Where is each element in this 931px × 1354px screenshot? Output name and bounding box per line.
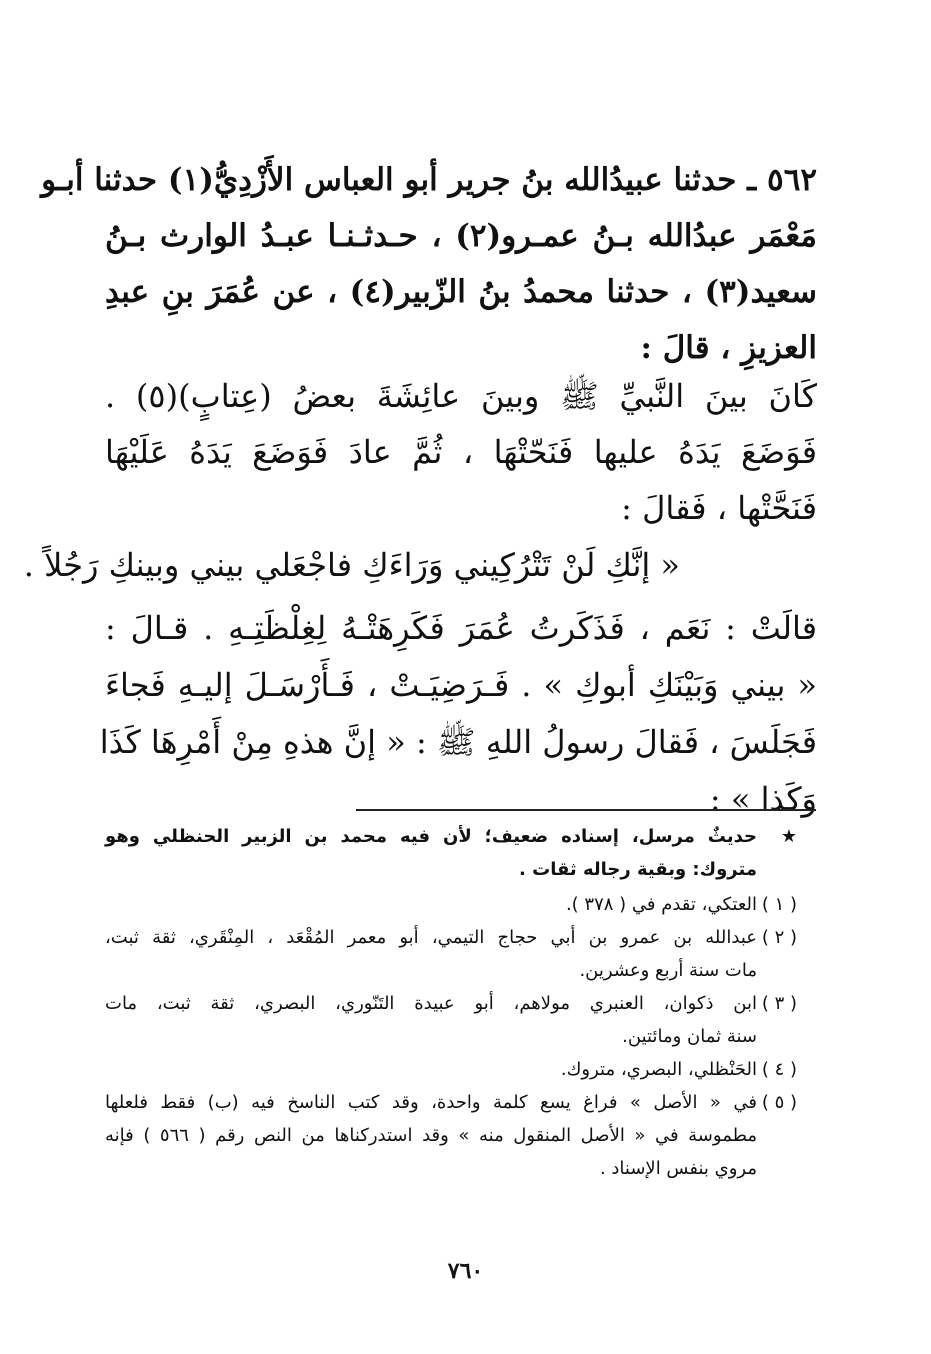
- text-line: فَوَضَعَ يَدَهُ عليها فَنَحّتْهَا ، ثُمَّ عادَ فَوَضَعَ يَدَهُ عَلَيْهَا: [105, 433, 817, 471]
- hadith-text-paragraph: [105, 368, 817, 536]
- footnote-line: العتكي، تقدم في ( ٣٧٨ ).: [565, 894, 757, 915]
- footnote-line: مروي بنفس الإسناد .: [599, 1158, 757, 1179]
- text-line: كَانَ بينَ النَّبيِّ ﷺ وبينَ عائِشَةَ بعضُ (عِتابٍ)(٥) .: [105, 377, 818, 415]
- text-line: العزيزِ ، قالَ :: [640, 330, 817, 366]
- page-number: ٧٦٠: [447, 1258, 484, 1284]
- text-line: سعيد(٣) ، حدثنا محمدُ بنُ الزّبير(٤) ، عن عُمَرَ بنِ عبدِ: [105, 274, 818, 310]
- footnote-number: ( ٤ ): [761, 1059, 797, 1080]
- footnote-line: الحَنْظلي، البصري، متروك.: [560, 1059, 757, 1080]
- footnote-divider: [356, 809, 816, 811]
- footnote-1: [105, 888, 795, 921]
- text-line: وَكَذا » :: [709, 780, 817, 818]
- footnote-4: [105, 1053, 795, 1086]
- footnote-grading: [105, 820, 795, 886]
- hadith-chain-of-narration: [41, 152, 818, 376]
- hadith-text-paragraph: [99, 600, 817, 828]
- text-line: فَنَحَّتْها ، فَقالَ :: [621, 489, 817, 527]
- footnote-number: ( ١ ): [761, 894, 797, 915]
- hadith-quote: « إنَّكِ لَنْ تَتْرُكِيني وَرَاءَكِ فاجْعَلي بيني وبينكِ رَجُلاً .: [23, 546, 680, 584]
- footnote-number: ( ٢ ): [761, 927, 797, 948]
- star-icon: ★: [780, 826, 797, 847]
- footnote-line: متروك: وبقية رجاله ثقات .: [519, 859, 757, 880]
- text-line: مَعْمَر عبدُالله بـنُ عمـرو(٢) ، حـدثـنـا عبـدُ الوارث بـنُ: [105, 218, 817, 254]
- text-line: قالَتْ : نَعَم ، فَذَكَرتُ عُمَرَ فَكَرِهَتْـهُ لِغِلْظَتِـهِ . قـالَ :: [105, 609, 817, 647]
- footnote-line: مات سنة أربع وعشرين.: [579, 960, 757, 981]
- footnote-line: ابن ذكوان، العنبري مولاهم، أبو عبيدة التَنّوري، البصري، ثقة ثبت، مات: [105, 993, 757, 1014]
- footnote-number: ( ٥ ): [761, 1092, 797, 1113]
- footnote-2: [105, 921, 795, 987]
- text-line: ٥٦٢ ـ حدثنا عبيدُالله بنُ جرير أبو العباس الأَزْدِيُّ(١) حدثنا أبـو: [41, 162, 817, 198]
- footnote-number: ( ٣ ): [761, 993, 797, 1014]
- text-line: فَجَلَسَ ، فَقالَ رسولُ اللهِ ﷺ : « إنَّ هذهِ مِنْ أَمْرِهَا كَذَا: [99, 723, 817, 761]
- footnotes: [105, 820, 795, 1185]
- footnote-line: حديثٌ مرسل، إسناده ضعيف؛ لأن فيه محمد بن الزبير الحنظلي وهو: [105, 826, 757, 847]
- footnote-line: عبدالله بن عمرو بن أبي حجاج التيمي، أبو معمر المُقْعَد ، المِنْقَري، ثقة ثبت،: [105, 927, 757, 948]
- footnote-line: في « الأصل » فراغ يسع كلمة واحدة، وقد كتب الناسخ فيه (ب) فقط فلعلها: [105, 1092, 757, 1113]
- footnote-line: سنة ثمان ومائتين.: [622, 1026, 757, 1047]
- footnote-3: [105, 987, 795, 1053]
- footnote-line: مطموسة في « الأصل المنقول منه » وقد استدركناها من النص رقم ( ٥٦٦ ) فإنه: [105, 1125, 758, 1146]
- text-line: « بيني وَبَيْنَكِ أبوكِ » . فَـرَضِيَـتْ ، فَـأَرْسَـلَ إليـهِ فَجاءَ: [105, 666, 817, 704]
- footnote-5: [105, 1086, 795, 1185]
